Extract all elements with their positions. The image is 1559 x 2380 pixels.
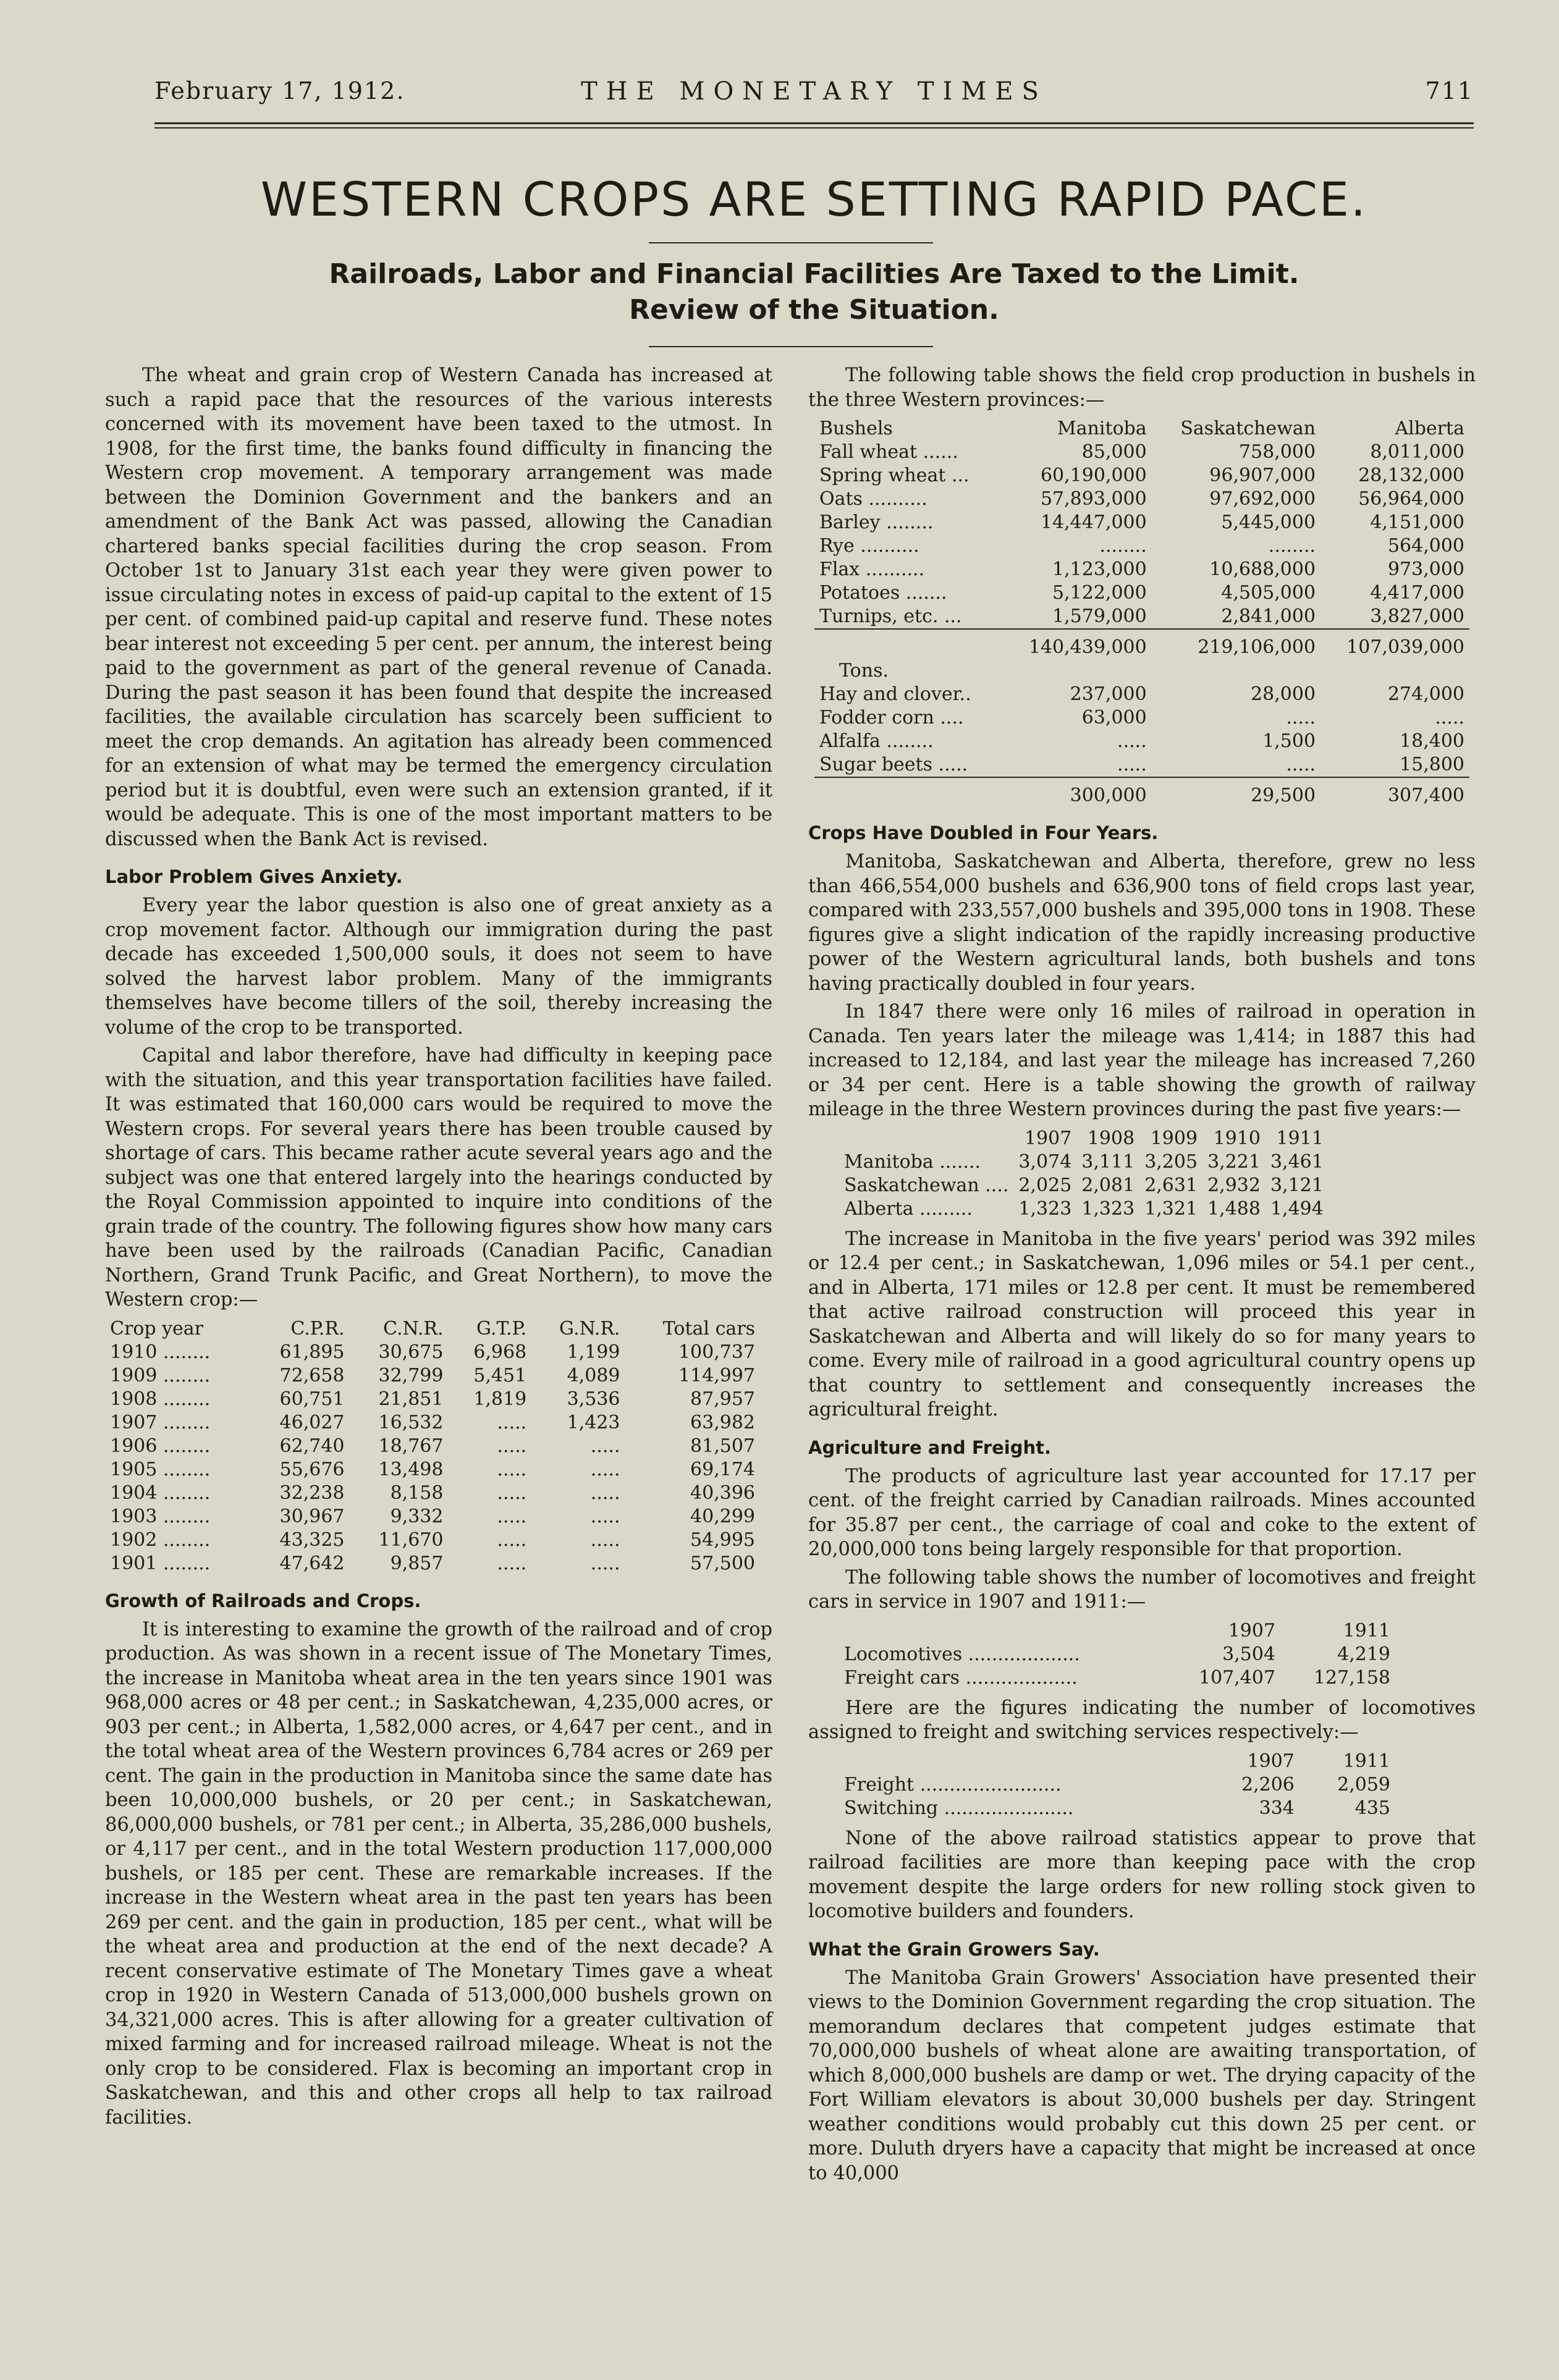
- table-header-row: [105, 1317, 760, 1341]
- table-cell: .....: [1286, 754, 1316, 775]
- row-label: Rye ..........: [819, 535, 919, 557]
- row-label: 1904 ........: [110, 1482, 211, 1504]
- table-row: [814, 558, 1469, 581]
- row-label: Barley ........: [819, 512, 934, 533]
- table-cell: .....: [1435, 707, 1464, 728]
- table-cell: 21,851: [378, 1388, 444, 1410]
- column-header: Manitoba: [1057, 418, 1147, 439]
- column-header: Bushels: [819, 418, 893, 439]
- table-row: [814, 706, 1469, 730]
- tons-label-row: [814, 659, 1469, 683]
- table-cell: 3,205: [1144, 1150, 1198, 1173]
- row-label: Manitoba .......: [844, 1150, 981, 1173]
- mileage-table: [839, 1127, 1329, 1221]
- row-label: Alberta .........: [844, 1197, 973, 1220]
- table-cell: 8,158: [390, 1482, 444, 1504]
- table-cell: 3,504: [1222, 1643, 1276, 1665]
- table-cell: 2,631: [1144, 1174, 1198, 1196]
- row-label: 1905 ........: [110, 1458, 211, 1480]
- table-row: [814, 534, 1469, 558]
- column-header: G.T.P.: [476, 1317, 527, 1340]
- table-cell: 28,000: [1251, 683, 1316, 705]
- table-cell: 1,321: [1144, 1197, 1198, 1220]
- table-row: [839, 1666, 1395, 1690]
- table-row: [105, 1341, 760, 1364]
- table-cell: 334: [1259, 1797, 1295, 1819]
- table-cell: 9,857: [390, 1552, 444, 1574]
- table-cell: 63,982: [690, 1411, 755, 1433]
- tons-label: Tons.: [839, 660, 889, 682]
- table-row: [814, 753, 1469, 777]
- table-row: [105, 1552, 760, 1576]
- table-row: [814, 441, 1469, 464]
- table-cell: .....: [1286, 707, 1316, 728]
- table-cell: 60,190,000: [1040, 465, 1147, 486]
- paragraph: None of the above railroad statistics appear to prove that railroad facilities are more than keeping pace with the crop movement despite the large orders for new rolling stock given to locomotive builders and founders.: [808, 1827, 1476, 1922]
- table-cell: .....: [1117, 754, 1147, 775]
- table-cell: 4,219: [1337, 1643, 1390, 1665]
- table-cell: .....: [590, 1529, 620, 1551]
- table-cell: 61,895: [279, 1341, 345, 1363]
- table-cell: 16,532: [378, 1411, 444, 1433]
- locomotives-table: [839, 1619, 1395, 1690]
- right-column: [808, 363, 1476, 2189]
- table-row: [839, 1643, 1395, 1666]
- table-cell: 107,039,000: [1320, 629, 1469, 659]
- table-cell: 3,074: [1018, 1150, 1072, 1173]
- subtitle-divider: [649, 346, 933, 347]
- table-cell: 55,676: [279, 1458, 345, 1480]
- table-cell: 85,000: [1081, 441, 1147, 463]
- table-cell: 60,751: [279, 1388, 345, 1410]
- table-cell: 2,841,000: [1221, 606, 1316, 627]
- table-cell: 15,800: [1400, 754, 1464, 775]
- page-number: 711: [1425, 77, 1474, 104]
- table-cell: 6,968: [473, 1341, 527, 1363]
- table-cell: 564,000: [1387, 535, 1464, 557]
- paragraph: The products of agriculture last year accounted for 17.17 per cent. of the freight carried by Canadian railroads. Mines accounted for 35.87 per cent., the carriage of coal and coke to the extent of 20,000,000 tons being largely responsible for that proportion.: [808, 1465, 1476, 1560]
- row-label: Turnips, etc. ...: [819, 606, 962, 627]
- table-cell: .....: [1117, 730, 1147, 752]
- column-header: [839, 1750, 1204, 1773]
- row-label: Locomotives ...................: [844, 1643, 1080, 1665]
- column-header: 1908: [1087, 1127, 1135, 1149]
- table-row: [839, 1797, 1395, 1820]
- table-cell: .....: [497, 1482, 527, 1504]
- column-header: Alberta: [1395, 418, 1464, 439]
- cars-table: [105, 1317, 760, 1576]
- table-cell: 54,995: [690, 1529, 755, 1551]
- table-cell: 307,400: [1320, 777, 1469, 808]
- section-heading: Agriculture and Freight.: [808, 1437, 1052, 1458]
- crop-production-table: [814, 417, 1469, 808]
- table-cell: .....: [497, 1505, 527, 1527]
- table-cell: 3,121: [1270, 1174, 1324, 1196]
- paragraph: The increase in Manitoba in the five years' period was 392 miles or 12.4 per cent.; in Saskatchewan, 1,096 miles or 54.1 per cent., and in Alberta, 171 miles or 12.8 per cent. It must be remembered that active railroad construction will proceed this year in Saskatchewan and Alberta and will likely do so for many years to come. Every mile of railroad in a good agricultural country opens up that country to settlement and consequently increases the agricultural freight.: [808, 1228, 1476, 1420]
- table-cell: ........: [1099, 535, 1147, 557]
- column-header: C.N.R.: [383, 1317, 444, 1340]
- table-cell: 1,423: [567, 1411, 620, 1433]
- table-cell: 97,692,000: [1209, 488, 1316, 510]
- table-cell: 69,174: [690, 1458, 755, 1480]
- table-cell: 57,893,000: [1040, 488, 1147, 510]
- row-label: Freight ........................: [844, 1773, 1062, 1796]
- table-row: [105, 1529, 760, 1552]
- total-row: [814, 777, 1469, 808]
- masthead: THE MONETARY TIMES: [581, 77, 1047, 106]
- paragraph: Manitoba, Saskatchewan and Alberta, therefore, grew no less than 466,554,000 bushels and 636,900 tons of field crops last year, compared with 233,557,000 bushels and 395,000 tons in 1908. These figures give a slight indication of the rapidly increasing productive power of the Western agricultural lands, both bushels and tons having practically doubled in four years.: [808, 851, 1476, 995]
- column-header: 1911: [1276, 1127, 1324, 1149]
- table-cell: 973,000: [1387, 559, 1464, 580]
- row-label: [814, 777, 1003, 808]
- table-row: [105, 1411, 760, 1435]
- row-label: 1909 ........: [110, 1364, 211, 1386]
- table-cell: 28,132,000: [1358, 465, 1464, 486]
- table-header-row: [839, 1619, 1395, 1643]
- table-row: [105, 1388, 760, 1411]
- table-cell: 72,658: [279, 1364, 345, 1386]
- column-header: G.N.R.: [559, 1317, 620, 1340]
- table-cell: 1,323: [1081, 1197, 1135, 1220]
- table-cell: 127,158: [1313, 1666, 1390, 1689]
- total-row: [814, 629, 1469, 659]
- table-cell: 63,000: [1081, 707, 1147, 728]
- table-cell: 96,907,000: [1209, 465, 1316, 486]
- table-cell: 30,967: [279, 1505, 345, 1527]
- table-row: [814, 605, 1469, 629]
- table-row: [105, 1505, 760, 1529]
- table-cell: 11,670: [378, 1529, 444, 1551]
- column-header: 1907: [1024, 1127, 1072, 1149]
- table-cell: 100,737: [678, 1341, 755, 1363]
- table-row: [839, 1150, 1329, 1174]
- row-label: Fodder corn ....: [819, 707, 964, 728]
- table-cell: .....: [590, 1482, 620, 1504]
- table-cell: 10,688,000: [1209, 559, 1316, 580]
- column-header: [839, 1127, 1013, 1150]
- table-cell: 13,498: [378, 1458, 444, 1480]
- table-row: [839, 1197, 1329, 1221]
- column-header: Crop year: [110, 1317, 204, 1340]
- table-cell: 5,451: [473, 1364, 527, 1386]
- row-label: [814, 629, 1003, 659]
- section-heading: Crops Have Doubled in Four Years.: [808, 822, 1159, 843]
- header-rule: [154, 122, 1474, 124]
- table-cell: 14,447,000: [1040, 512, 1147, 533]
- table-cell: 32,799: [378, 1364, 444, 1386]
- row-label: 1910 ........: [110, 1341, 211, 1363]
- table-cell: 2,932: [1207, 1174, 1261, 1196]
- table-cell: 18,767: [378, 1435, 444, 1457]
- column-header: [839, 1619, 1165, 1643]
- table-cell: 8,011,000: [1370, 441, 1464, 463]
- table-row: [814, 464, 1469, 487]
- column-header: Total cars: [662, 1317, 755, 1340]
- column-header: 1911: [1343, 1750, 1390, 1772]
- table-cell: .....: [590, 1552, 620, 1574]
- table-cell: 18,400: [1400, 730, 1464, 752]
- row-label: Switching ......................: [844, 1797, 1074, 1819]
- paragraph: The following table shows the field crop production in bushels in the three Western provinces:—: [808, 365, 1476, 411]
- table-cell: .....: [497, 1435, 527, 1457]
- table-cell: 758,000: [1239, 441, 1316, 463]
- table-cell: 62,740: [279, 1435, 345, 1457]
- table-cell: 9,332: [390, 1505, 444, 1527]
- table-row: [814, 683, 1469, 706]
- paragraph: Capital and labor therefore, have had difficulty in keeping pace with the situation, and this year transportation facilities have failed. It was estimated that 160,000 cars would be required to move the Western crops. For several years there has been trouble caused by shortage of cars. This became rather acute several years ago and the subject was one that entered largely into the hearings conducted by the Royal Commission appointed to inquire into conditions of the grain trade of the country. The following figures show how many cars have been used by the railroads (Canadian Pacific, Canadian Northern, Grand Trunk Pacific, and Great Northern), to move the Western crop:—: [105, 1045, 772, 1310]
- table-row: [105, 1458, 760, 1482]
- column-header: 1911: [1343, 1619, 1390, 1642]
- row-label: Flax ..........: [819, 559, 925, 580]
- table-row: [814, 730, 1469, 753]
- row-label: 1902 ........: [110, 1529, 211, 1551]
- row-label: Saskatchewan ....: [844, 1174, 1009, 1196]
- table-cell: 56,964,000: [1358, 488, 1464, 510]
- section-heading: What the Grain Growers Say.: [808, 1938, 1100, 1960]
- column-header: 1907: [1247, 1750, 1295, 1772]
- row-label: 1906 ........: [110, 1435, 211, 1457]
- row-label: Freight cars ...................: [844, 1666, 1078, 1689]
- left-column: [105, 363, 772, 2133]
- row-label: 1901 ........: [110, 1552, 211, 1574]
- table-cell: 32,238: [279, 1482, 345, 1504]
- issue-date: February 17, 1912.: [154, 77, 405, 104]
- table-cell: 1,579,000: [1052, 606, 1147, 627]
- column-header: 1910: [1213, 1127, 1261, 1149]
- table-cell: 1,819: [473, 1388, 527, 1410]
- table-cell: 4,417,000: [1370, 582, 1464, 604]
- title-divider: [649, 242, 933, 243]
- row-label: Alfalfa ........: [819, 730, 934, 752]
- table-cell: 3,221: [1207, 1150, 1261, 1173]
- section-heading: Labor Problem Gives Anxiety.: [105, 866, 403, 887]
- table-cell: 2,059: [1337, 1773, 1390, 1796]
- table-cell: 47,642: [279, 1552, 345, 1574]
- table-cell: .....: [497, 1529, 527, 1551]
- table-cell: 274,000: [1387, 683, 1464, 705]
- paragraph: Every year the labor question is also one of great anxiety as a crop movement factor. Although our immigration during the past decade has exceeded 1,500,000 souls, it does not seem to have solved the harvest labor problem. Many of the immigrants themselves have become tillers of the soil, thereby increasing the volume of the crop to be transported.: [105, 895, 772, 1039]
- row-label: Potatoes .......: [819, 582, 947, 604]
- table-cell: 46,027: [279, 1411, 345, 1433]
- paragraph: The wheat and grain crop of Western Canada has increased at such a rapid pace that the resources of the various interests concerned with its movement have been taxed to the utmost. In 1908, for the first time, the banks found difficulty in financing the Western crop movement. A temporary arrangement was made between the Dominion Government and the bankers and an amendment of the Bank Act was passed, allowing the Canadian chartered banks special facilities during the crop season. From October 1st to January 31st each year they were given power to issue circulating notes in excess of paid-up capital to the extent of 15 per cent. of combined paid-up capital and reserve fund. These notes bear interest not exceeding 5 per cent. per annum, the interest being paid to the government as part of the general revenue of Canada. During the past season it has been found that despite the increased facilities, the available circulation has scarcely been sufficient to meet the crop demands. An agitation has already been commenced for an extension of what may be termed the emergency circulation period but it is doubtful, even were such an extension granted, if it would be adequate. This is one of the most important matters to be discussed when the Bank Act is revised.: [105, 365, 772, 850]
- table-cell: 2,081: [1081, 1174, 1135, 1196]
- table-cell: 3,111: [1081, 1150, 1135, 1173]
- column-header: 1907: [1228, 1619, 1276, 1642]
- table-cell: 5,122,000: [1052, 582, 1147, 604]
- column-header: Saskatchewan: [1180, 418, 1316, 439]
- table-cell: 4,089: [567, 1364, 620, 1386]
- paragraph: In 1847 there were only 16 miles of railroad in operation in Canada. Ten years later the mileage was 1,414; in 1887 this had increased to 12,184, and last year the mileage has increased 7,260 or 34 per cent. Here is a table showing the growth of railway mileage in the three Western provinces during the past five years:—: [808, 1001, 1476, 1120]
- table-cell: .....: [590, 1458, 620, 1480]
- table-cell: 4,151,000: [1370, 512, 1464, 533]
- table-header-row: [839, 1750, 1395, 1773]
- table-row: [105, 1435, 760, 1458]
- table-cell: 114,997: [678, 1364, 755, 1386]
- paragraph: It is interesting to examine the growth of the railroad and of crop production. As was shown in a recent issue of The Monetary Times, the increase in Manitoba wheat area in the ten years since 1901 was 968,000 acres or 48 per cent.; in Saskatchewan, 4,235,000 acres, or 903 per cent.; in Alberta, 1,582,000 acres, or 4,647 per cent., and in the total wheat area of the Western provinces 6,784 acres or 269 per cent. The gain in the production in Manitoba since the same date has been 10,000,000 bushels, or 20 per cent.; in Saskatchewan, 86,000,000 bushels, or 781 per cent.; in Alberta, 35,286,000 bushels, or 4,117 per cent., and in the total Western production 117,000,000 bushels, or 185 per cent. These are remarkable increases. If the increase in the Western wheat area in the past ten years has been 269 per cent. and the gain in production, 185 per cent., what will be the wheat area and production at the end of the next decade? A recent conservative estimate of The Monetary Times gave a wheat crop in 1920 in Western Canada of 513,000,000 bushels grown on 34,321,000 acres. This is after allowing for a greater cultivation of mixed farming and for increased railroad mileage. Wheat is not the only crop to be considered. Flax is becoming an important crop in Saskatchewan, and this and other crops all help to tax railroad facilities.: [105, 1618, 772, 2129]
- table-cell: 81,507: [690, 1435, 755, 1457]
- article-title: WESTERN CROPS ARE SETTING RAPID PACE.: [260, 172, 1368, 227]
- column-header: 1909: [1150, 1127, 1198, 1149]
- article-subtitle: [154, 256, 1474, 328]
- table-cell: 40,299: [690, 1505, 755, 1527]
- table-row: [839, 1773, 1395, 1797]
- table-row: [814, 511, 1469, 534]
- table-cell: .....: [497, 1458, 527, 1480]
- table-cell: 300,000: [1003, 777, 1152, 808]
- table-cell: 1,500: [1262, 730, 1316, 752]
- table-cell: 2,025: [1018, 1174, 1072, 1196]
- row-label: Oats ..........: [819, 488, 927, 510]
- table-row: [105, 1364, 760, 1388]
- row-label: 1908 ........: [110, 1388, 211, 1410]
- table-cell: .....: [497, 1552, 527, 1574]
- switching-table: [839, 1750, 1395, 1820]
- table-cell: 57,500: [690, 1552, 755, 1574]
- row-label: Hay and clover..: [819, 683, 971, 705]
- page-header: [154, 77, 1474, 114]
- table-cell: 140,439,000: [1003, 629, 1152, 659]
- table-cell: .....: [497, 1411, 527, 1433]
- table-header-row: [839, 1127, 1329, 1150]
- paragraph: Here are the figures indicating the number of locomotives assigned to freight and switching services respectively:—: [808, 1697, 1476, 1743]
- table-cell: 43,325: [279, 1529, 345, 1551]
- table-cell: ........: [1268, 535, 1316, 557]
- table-cell: 5,445,000: [1221, 512, 1316, 533]
- table-cell: 237,000: [1070, 683, 1147, 705]
- row-label: Fall wheat ......: [819, 441, 958, 463]
- table-row: [105, 1482, 760, 1505]
- paragraph: The Manitoba Grain Growers' Association have presented their views to the Dominion Government regarding the crop situation. The memorandum declares that competent judges estimate that 70,000,000 bushels of wheat alone are awaiting transportation, of which 8,000,000 bushels are damp or wet. The drying capacity of the Fort William elevators is about 30,000 bushels per day. Stringent weather conditions would probably cut this down 25 per cent. or more. Duluth dryers have a capacity that might be increased at once to 40,000: [808, 1967, 1476, 2184]
- section-heading: Growth of Railroads and Crops.: [105, 1590, 421, 1611]
- paragraph: The following table shows the number of locomotives and freight cars in service in 1907 and 1911:—: [808, 1566, 1476, 1613]
- table-cell: 1,199: [567, 1341, 620, 1363]
- row-label: 1907 ........: [110, 1411, 211, 1433]
- subtitle-line: Railroads, Labor and Financial Facilities Are Taxed to the Limit.: [329, 258, 1299, 290]
- row-label: Spring wheat ...: [819, 465, 970, 486]
- table-cell: 1,488: [1207, 1197, 1261, 1220]
- table-cell: 1,323: [1018, 1197, 1072, 1220]
- header-rule: [154, 127, 1474, 129]
- table-cell: 40,396: [690, 1482, 755, 1504]
- table-row: [839, 1174, 1329, 1197]
- table-header-row: [814, 417, 1469, 441]
- row-label: 1903 ........: [110, 1505, 211, 1527]
- table-cell: 3,461: [1270, 1150, 1324, 1173]
- table-cell: 3,827,000: [1370, 606, 1464, 627]
- table-row: [814, 581, 1469, 605]
- table-cell: 2,206: [1241, 1773, 1295, 1796]
- table-cell: 219,106,000: [1152, 629, 1320, 659]
- table-cell: 1,123,000: [1052, 559, 1147, 580]
- row-label: Sugar beets .....: [819, 754, 968, 775]
- table-cell: 107,407: [1198, 1666, 1276, 1689]
- table-cell: 29,500: [1152, 777, 1320, 808]
- subtitle-line: Review of the Situation.: [629, 294, 999, 326]
- table-cell: 3,536: [567, 1388, 620, 1410]
- table-cell: 4,505,000: [1221, 582, 1316, 604]
- table-cell: .....: [590, 1505, 620, 1527]
- table-cell: 87,957: [690, 1388, 755, 1410]
- table-cell: 30,675: [378, 1341, 444, 1363]
- column-header: C.P.R.: [290, 1317, 345, 1340]
- table-cell: 1,494: [1270, 1197, 1324, 1220]
- table-row: [814, 487, 1469, 511]
- table-cell: 435: [1354, 1797, 1390, 1819]
- table-cell: .....: [590, 1435, 620, 1457]
